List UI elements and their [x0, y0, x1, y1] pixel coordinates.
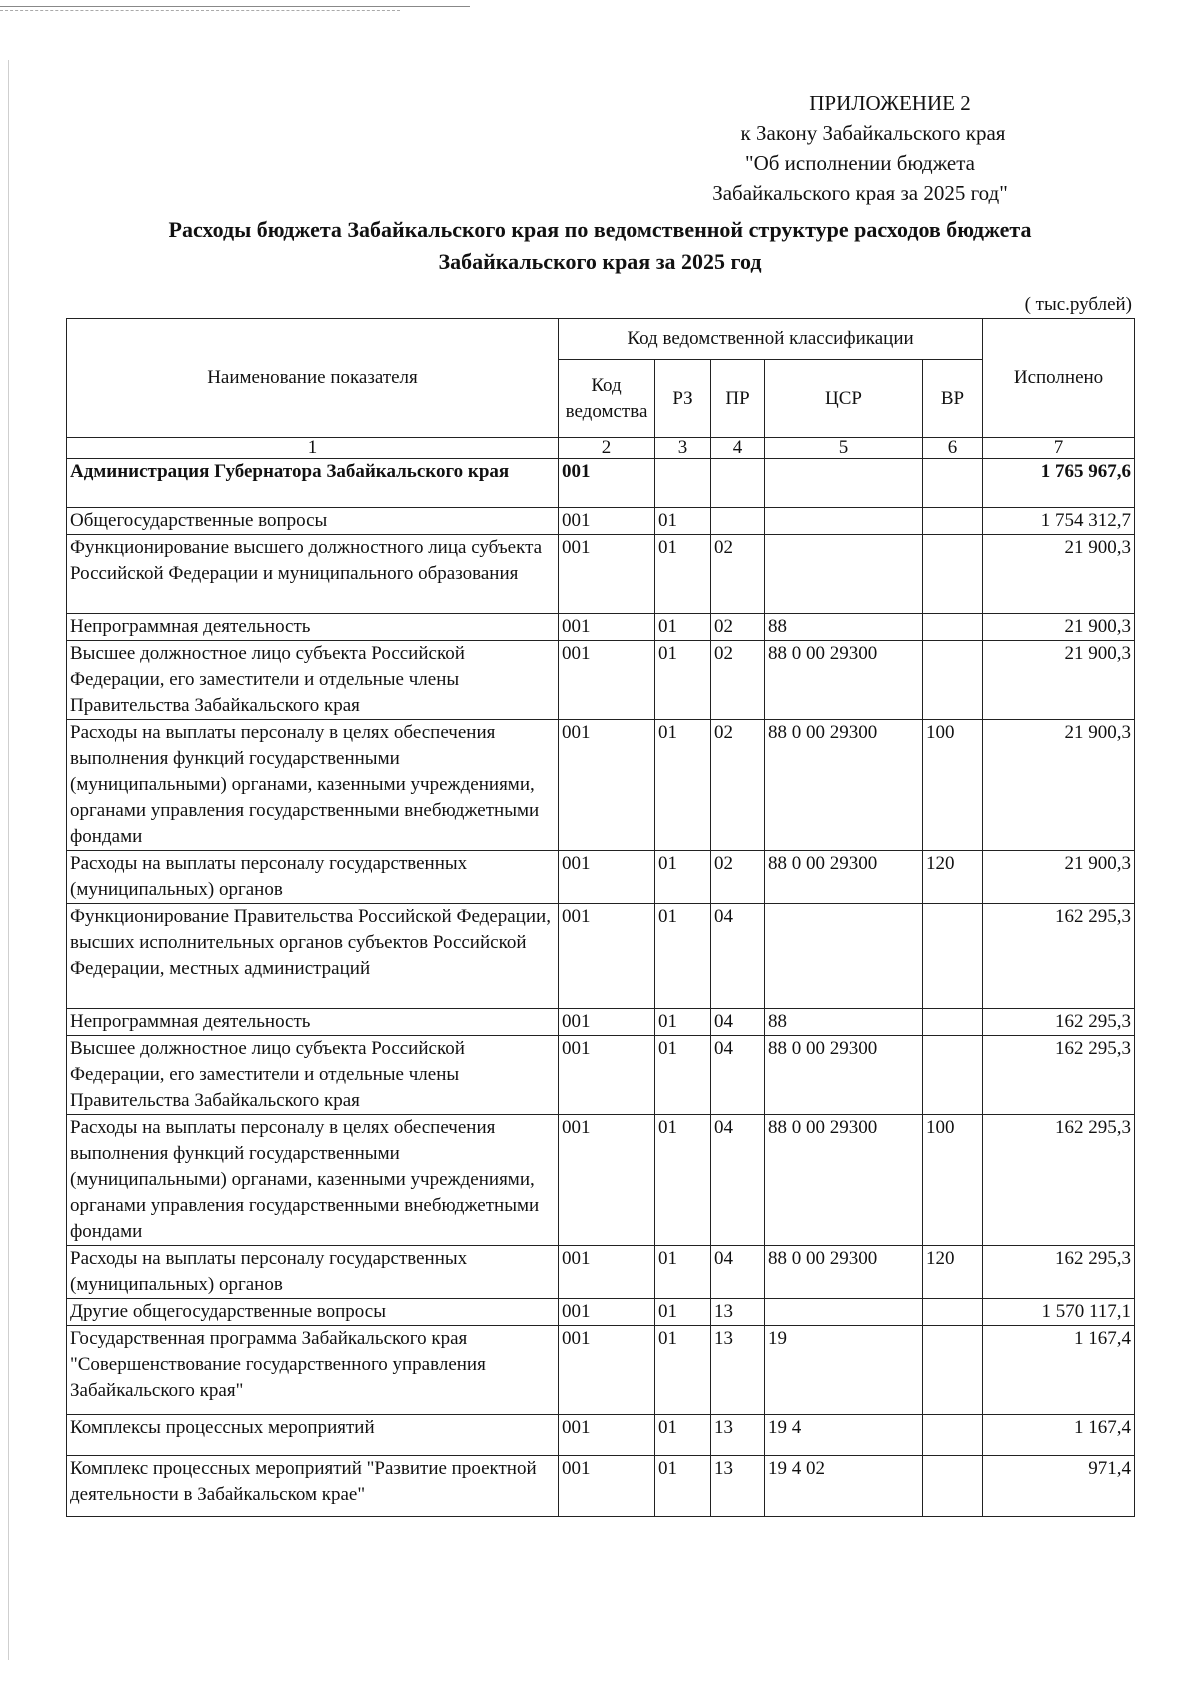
cell-rz: 01 [655, 851, 711, 904]
document-title-line-1: Расходы бюджета Забайкальского края по ведомственной структуре расходов бюджета [168, 217, 1032, 242]
table-row [67, 508, 1135, 535]
appendix-line-2: "Об исполнении бюджета [745, 151, 975, 175]
cell-pr: 13 [711, 1456, 765, 1517]
cell-vr: 100 [923, 720, 983, 851]
cell-vr [923, 1009, 983, 1036]
table-row [67, 1415, 1135, 1456]
cell-csr [765, 1299, 923, 1326]
cell-dept: 001 [559, 1246, 655, 1299]
cell-dept: 001 [559, 1456, 655, 1517]
table-row [67, 1456, 1135, 1517]
cell-name: Комплекс процессных мероприятий "Развитие проектной деятельности в Забайкальском крае" [67, 1456, 559, 1517]
document-title-line-2: Забайкальского края за 2025 год [438, 249, 762, 274]
cell-name: Функционирование высшего должностного лица субъекта Российской Федерации и муниципального образования [67, 535, 559, 614]
cell-rz: 01 [655, 1326, 711, 1415]
column-numbers-row [67, 438, 1135, 459]
table-row [67, 1036, 1135, 1115]
cell-amount: 971,4 [983, 1456, 1135, 1517]
cell-amount: 21 900,3 [983, 851, 1135, 904]
cell-pr: 02 [711, 614, 765, 641]
cell-amount: 1 167,4 [983, 1326, 1135, 1415]
header-name: Наименование показателя [67, 319, 559, 438]
cell-csr [765, 535, 923, 614]
cell-vr [923, 904, 983, 1009]
cell-csr: 88 0 00 29300 [765, 1036, 923, 1115]
cell-csr [765, 904, 923, 1009]
cell-dept: 001 [559, 851, 655, 904]
document-title [60, 214, 1140, 278]
table-row [67, 1115, 1135, 1246]
table-row [67, 641, 1135, 720]
cell-pr: 04 [711, 904, 765, 1009]
cell-vr [923, 1415, 983, 1456]
cell-pr: 02 [711, 851, 765, 904]
cell-pr: 13 [711, 1299, 765, 1326]
column-number: 1 [67, 438, 559, 459]
cell-pr [711, 459, 765, 508]
cell-rz: 01 [655, 1115, 711, 1246]
cell-vr [923, 1456, 983, 1517]
scan-artifact-line [0, 10, 400, 11]
cell-pr: 04 [711, 1036, 765, 1115]
cell-amount: 162 295,3 [983, 1115, 1135, 1246]
cell-csr [765, 508, 923, 535]
cell-vr: 100 [923, 1115, 983, 1246]
scan-artifact-line [0, 6, 470, 7]
cell-amount: 21 900,3 [983, 641, 1135, 720]
column-number: 7 [983, 438, 1135, 459]
cell-dept: 001 [559, 1115, 655, 1246]
column-number: 6 [923, 438, 983, 459]
cell-pr [711, 508, 765, 535]
cell-vr [923, 1326, 983, 1415]
header-pr: ПР [711, 360, 765, 438]
cell-amount: 162 295,3 [983, 1036, 1135, 1115]
cell-name: Высшее должностное лицо субъекта Российской Федерации, его заместители и отдельные члены Правительства Забайкальского края [67, 641, 559, 720]
cell-name: Функционирование Правительства Российской Федерации, высших исполнительных органов субъектов Российской Федерации, местных администраций [67, 904, 559, 1009]
cell-pr: 02 [711, 641, 765, 720]
header-dept-code: Код ведомства [559, 360, 655, 438]
cell-dept: 001 [559, 614, 655, 641]
cell-csr: 88 0 00 29300 [765, 851, 923, 904]
cell-name: Расходы на выплаты персоналу государственных (муниципальных) органов [67, 1246, 559, 1299]
cell-amount: 21 900,3 [983, 614, 1135, 641]
cell-pr: 13 [711, 1326, 765, 1415]
cell-amount: 162 295,3 [983, 904, 1135, 1009]
cell-csr: 19 4 02 [765, 1456, 923, 1517]
cell-vr [923, 641, 983, 720]
header-vr: ВР [923, 360, 983, 438]
cell-dept: 001 [559, 1326, 655, 1415]
cell-pr: 04 [711, 1009, 765, 1036]
cell-dept: 001 [559, 459, 655, 508]
cell-dept: 001 [559, 641, 655, 720]
cell-amount: 162 295,3 [983, 1009, 1135, 1036]
cell-csr: 88 0 00 29300 [765, 1246, 923, 1299]
cell-csr: 19 [765, 1326, 923, 1415]
scan-edge-line [8, 60, 9, 1660]
column-number: 4 [711, 438, 765, 459]
cell-name: Администрация Губернатора Забайкальского края [67, 459, 559, 508]
cell-csr: 19 4 [765, 1415, 923, 1456]
appendix-header [600, 88, 1120, 208]
cell-rz: 01 [655, 1456, 711, 1517]
cell-dept: 001 [559, 1415, 655, 1456]
appendix-line-3: Забайкальского края за 2025 год" [712, 181, 1008, 205]
cell-name: Государственная программа Забайкальского края "Совершенствование государственного управления Забайкальского края" [67, 1326, 559, 1415]
table-row [67, 535, 1135, 614]
cell-rz: 01 [655, 1299, 711, 1326]
cell-name: Непрограммная деятельность [67, 614, 559, 641]
cell-vr [923, 1299, 983, 1326]
cell-amount: 1 754 312,7 [983, 508, 1135, 535]
cell-csr [765, 459, 923, 508]
column-number: 5 [765, 438, 923, 459]
cell-dept: 001 [559, 535, 655, 614]
expenditure-table [66, 318, 1135, 1517]
cell-rz: 01 [655, 720, 711, 851]
header-executed: Исполнено [983, 319, 1135, 438]
cell-amount: 1 570 117,1 [983, 1299, 1135, 1326]
cell-name: Расходы на выплаты персоналу государственных (муниципальных) органов [67, 851, 559, 904]
cell-dept: 001 [559, 1009, 655, 1036]
cell-rz: 01 [655, 1415, 711, 1456]
cell-vr: 120 [923, 851, 983, 904]
column-number: 3 [655, 438, 711, 459]
cell-csr: 88 0 00 29300 [765, 720, 923, 851]
cell-pr: 04 [711, 1115, 765, 1246]
cell-name: Общегосударственные вопросы [67, 508, 559, 535]
table-row [67, 720, 1135, 851]
cell-rz: 01 [655, 1246, 711, 1299]
table-row [67, 904, 1135, 1009]
header-rz: РЗ [655, 360, 711, 438]
cell-csr: 88 [765, 1009, 923, 1036]
table-row [67, 459, 1135, 508]
header-row-top [67, 319, 1135, 360]
cell-vr: 120 [923, 1246, 983, 1299]
cell-pr: 02 [711, 720, 765, 851]
cell-vr [923, 459, 983, 508]
appendix-line-1: к Закону Забайкальского края [740, 121, 1006, 145]
table-row [67, 851, 1135, 904]
table-row [67, 1326, 1135, 1415]
cell-rz: 01 [655, 1036, 711, 1115]
cell-amount: 21 900,3 [983, 720, 1135, 851]
table-row [67, 614, 1135, 641]
appendix-title: ПРИЛОЖЕНИЕ 2 [809, 91, 971, 115]
cell-name: Расходы на выплаты персоналу в целях обеспечения выполнения функций государственными (муниципальными) органами, казенными учреждениями, органами управления государственными внебюджетными фондами [67, 720, 559, 851]
table-row [67, 1009, 1135, 1036]
cell-rz: 01 [655, 904, 711, 1009]
table-row [67, 1299, 1135, 1326]
cell-vr [923, 508, 983, 535]
cell-vr [923, 535, 983, 614]
cell-dept: 001 [559, 508, 655, 535]
cell-dept: 001 [559, 720, 655, 851]
cell-rz: 01 [655, 641, 711, 720]
cell-name: Другие общегосударственные вопросы [67, 1299, 559, 1326]
cell-dept: 001 [559, 1299, 655, 1326]
cell-vr [923, 1036, 983, 1115]
units-label: ( тыс.рублей) [1024, 294, 1132, 315]
cell-rz: 01 [655, 614, 711, 641]
cell-csr: 88 0 00 29300 [765, 1115, 923, 1246]
cell-name: Высшее должностное лицо субъекта Российской Федерации, его заместители и отдельные члены Правительства Забайкальского края [67, 1036, 559, 1115]
cell-csr: 88 0 00 29300 [765, 641, 923, 720]
cell-amount: 1 167,4 [983, 1415, 1135, 1456]
cell-pr: 04 [711, 1246, 765, 1299]
cell-vr [923, 614, 983, 641]
cell-rz: 01 [655, 1009, 711, 1036]
cell-amount: 162 295,3 [983, 1246, 1135, 1299]
cell-dept: 001 [559, 904, 655, 1009]
table-row [67, 1246, 1135, 1299]
cell-rz: 01 [655, 535, 711, 614]
cell-pr: 02 [711, 535, 765, 614]
cell-name: Комплексы процессных мероприятий [67, 1415, 559, 1456]
header-csr: ЦСР [765, 360, 923, 438]
cell-rz [655, 459, 711, 508]
cell-amount: 1 765 967,6 [983, 459, 1135, 508]
cell-csr: 88 [765, 614, 923, 641]
column-number: 2 [559, 438, 655, 459]
cell-rz: 01 [655, 508, 711, 535]
cell-amount: 21 900,3 [983, 535, 1135, 614]
cell-pr: 13 [711, 1415, 765, 1456]
cell-dept: 001 [559, 1036, 655, 1115]
header-classification: Код ведомственной классификации [559, 319, 983, 360]
cell-name: Непрограммная деятельность [67, 1009, 559, 1036]
cell-name: Расходы на выплаты персоналу в целях обеспечения выполнения функций государственными (муниципальными) органами, казенными учреждениями, органами управления государственными внебюджетными фондами [67, 1115, 559, 1246]
